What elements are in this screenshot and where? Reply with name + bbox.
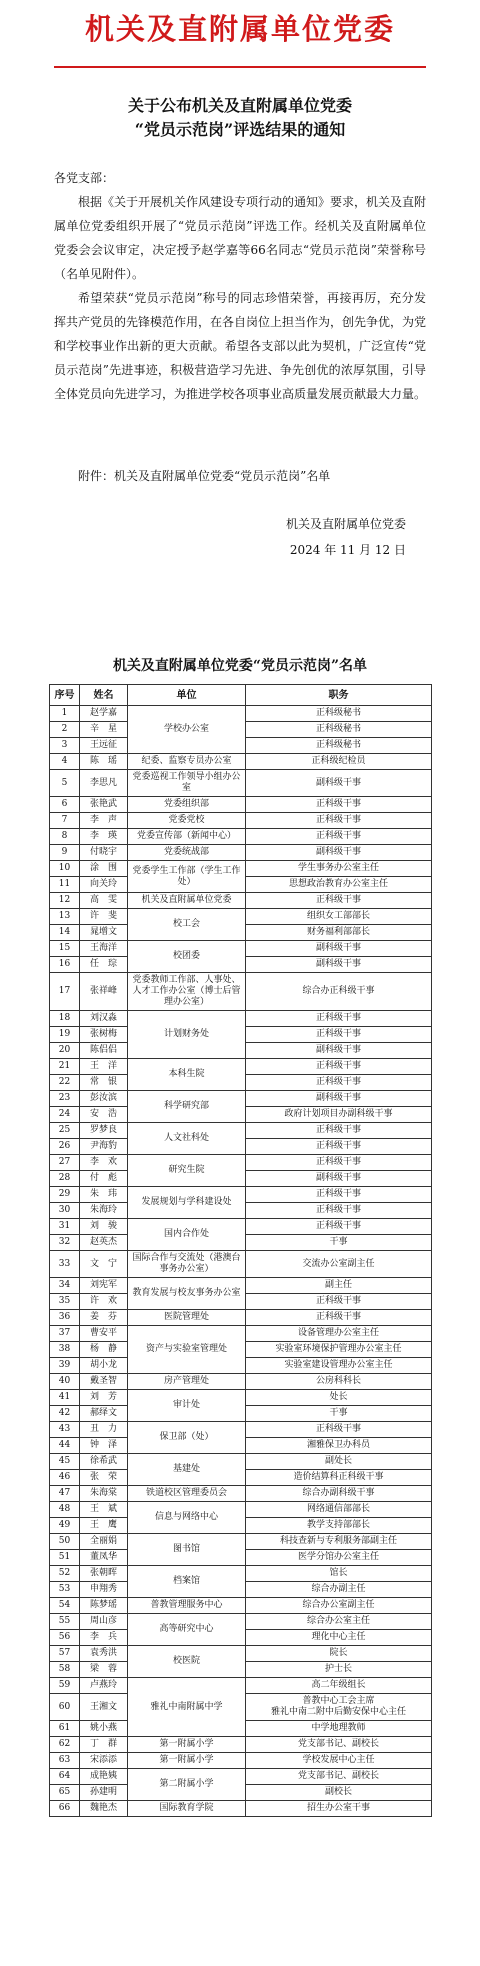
row-number: 47 [50,1486,80,1502]
row-number: 46 [50,1470,80,1486]
unit-name: 第一附属小学 [128,1737,246,1753]
unit-name: 党委宣传部（新闻中心） [128,829,246,845]
signature-date: 2024 年 11 月 12 日 [289,543,406,557]
person-name: 付 彪 [80,1171,128,1187]
row-number: 26 [50,1139,80,1155]
unit-name: 党委教师工作部、人事处、人才工作办公室（博士后管理办公室） [128,973,246,1011]
unit-name: 本科生院 [128,1059,246,1091]
person-name: 刘汉淼 [80,1011,128,1027]
position-title: 正科级干事 [246,893,432,909]
position-title: 馆长 [246,1566,432,1582]
person-name: 姚小燕 [80,1721,128,1737]
person-name: 彭汝滨 [80,1091,128,1107]
table-row [50,1326,432,1342]
person-name: 戴圣智 [80,1374,128,1390]
body-paragraph-1: 根据《关于开展机关作风建设专项行动的通知》要求，机关及直附属单位党委组织开展了“党员示范岗”评选工作。经机关及直附属单位党委会会议审定，决定授予赵学嘉等66名同志“党员示范岗”荣誉称号（名单见附件）。 [54,195,427,281]
row-number: 55 [50,1614,80,1630]
unit-name: 普教管理服务中心 [128,1598,246,1614]
unit-name: 党委巡视工作领导小组办公室 [128,770,246,797]
position-title: 湘雅保卫办科员 [246,1438,432,1454]
person-name: 郝绎文 [80,1406,128,1422]
row-number: 28 [50,1171,80,1187]
row-number: 51 [50,1550,80,1566]
person-name: 梁 蓉 [80,1662,128,1678]
unit-name: 国内合作处 [128,1219,246,1251]
row-number: 41 [50,1390,80,1406]
table-row [50,1454,432,1470]
person-name: 孙建明 [80,1785,128,1801]
position-title: 医学分馆办公室主任 [246,1550,432,1566]
person-name: 陈侣侣 [80,1043,128,1059]
table-row [50,1219,432,1235]
table-row [50,909,432,925]
row-number: 2 [50,722,80,738]
row-number: 40 [50,1374,80,1390]
unit-name: 雅礼中南附属中学 [128,1678,246,1737]
table-header-row [50,685,432,706]
position-title: 正科级干事 [246,1310,432,1326]
person-name: 姜 芬 [80,1310,128,1326]
unit-name: 图书馆 [128,1534,246,1566]
position-title: 综合办副主任 [246,1582,432,1598]
position-title: 正科级干事 [246,813,432,829]
table-row [50,1502,432,1518]
table-row [50,1566,432,1582]
person-name: 王远征 [80,738,128,754]
position-title: 学生事务办公室主任 [246,861,432,877]
row-number: 42 [50,1406,80,1422]
person-name: 付晓宇 [80,845,128,861]
row-number: 35 [50,1294,80,1310]
position-title: 正科级干事 [246,1011,432,1027]
person-name: 常 银 [80,1075,128,1091]
row-number: 66 [50,1801,80,1817]
unit-name: 党委学生工作部（学生工作处） [128,861,246,893]
notice-title-line1: 关于公布机关及直附属单位党委 [127,96,352,115]
position-title: 副科级干事 [246,957,432,973]
position-title: 副科级干事 [246,941,432,957]
position-title: 思想政治教育办公室主任 [246,877,432,893]
table-row [50,941,432,957]
position-title: 正科级干事 [246,1187,432,1203]
row-number: 7 [50,813,80,829]
row-number: 38 [50,1342,80,1358]
person-name: 魏艳杰 [80,1801,128,1817]
row-number: 9 [50,845,80,861]
table-row [50,1251,432,1278]
person-name: 高 雯 [80,893,128,909]
person-name: 朱海玲 [80,1203,128,1219]
person-name: 王湘文 [80,1694,128,1721]
position-title: 正科级干事 [246,1422,432,1438]
unit-name: 国际合作与交流处（港澳台事务办公室） [128,1251,246,1278]
row-number: 29 [50,1187,80,1203]
row-number: 57 [50,1646,80,1662]
position-title: 综合办正科级干事 [246,973,432,1011]
position-title: 院长 [246,1646,432,1662]
position-title: 教学支持部部长 [246,1518,432,1534]
row-number: 36 [50,1310,80,1326]
row-number: 21 [50,1059,80,1075]
person-name: 安 浩 [80,1107,128,1123]
position-title: 正科级干事 [246,797,432,813]
person-name: 丑 力 [80,1422,128,1438]
position-title: 正科级秘书 [246,738,432,754]
row-number: 52 [50,1566,80,1582]
position-title: 正科级干事 [246,1123,432,1139]
position-title: 干事 [246,1235,432,1251]
position-title: 副科级干事 [246,1171,432,1187]
row-number: 13 [50,909,80,925]
red-rule [54,66,426,68]
unit-name: 教育发展与校友事务办公室 [128,1278,246,1310]
unit-name: 党委党校 [128,813,246,829]
person-name: 曹安平 [80,1326,128,1342]
row-number: 4 [50,754,80,770]
position-title: 政府计划项目办副科级干事 [246,1107,432,1123]
row-number: 30 [50,1203,80,1219]
unit-name: 档案馆 [128,1566,246,1598]
row-number: 5 [50,770,80,797]
position-title: 交流办公室副主任 [246,1251,432,1278]
table-row [50,1059,432,1075]
row-number: 18 [50,1011,80,1027]
row-number: 62 [50,1737,80,1753]
person-name: 赵英杰 [80,1235,128,1251]
position-title: 实验室建设管理办公室主任 [246,1358,432,1374]
position-title: 护士长 [246,1662,432,1678]
row-number: 44 [50,1438,80,1454]
table-row [50,845,432,861]
row-number: 22 [50,1075,80,1091]
unit-name: 学校办公室 [128,706,246,754]
position-title: 党支部书记、副校长 [246,1737,432,1753]
table-row [50,1390,432,1406]
person-name: 涂 围 [80,861,128,877]
position-title: 组织女工部部长 [246,909,432,925]
position-title: 公房科科长 [246,1374,432,1390]
table-row [50,1374,432,1390]
unit-name: 机关及直附属单位党委 [128,893,246,909]
person-name: 袁秀洪 [80,1646,128,1662]
table-row [50,1155,432,1171]
table-row [50,1614,432,1630]
position-title: 副校长 [246,1785,432,1801]
person-name: 尹海豹 [80,1139,128,1155]
row-number: 53 [50,1582,80,1598]
table-row [50,1123,432,1139]
person-name: 李 兵 [80,1630,128,1646]
table-row [50,1534,432,1550]
position-title: 理化中心主任 [246,1630,432,1646]
row-number: 49 [50,1518,80,1534]
position-title: 正科级干事 [246,1203,432,1219]
person-name: 李 瑛 [80,829,128,845]
table-row [50,1278,432,1294]
unit-name: 研究生院 [128,1155,246,1187]
person-name: 卢燕玲 [80,1678,128,1694]
table-row [50,1011,432,1027]
position-title: 正科级干事 [246,1294,432,1310]
table-row [50,829,432,845]
col-header-name: 姓名 [80,685,128,706]
position-title: 正科级干事 [246,1027,432,1043]
row-number: 8 [50,829,80,845]
row-number: 24 [50,1107,80,1123]
unit-name: 党委统战部 [128,845,246,861]
person-name: 周山彦 [80,1614,128,1630]
unit-name: 资产与实验室管理处 [128,1326,246,1374]
unit-name: 计划财务处 [128,1011,246,1059]
table-row [50,1310,432,1326]
row-number: 33 [50,1251,80,1278]
unit-name: 发展规划与学科建设处 [128,1187,246,1219]
position-title: 正科级秘书 [246,722,432,738]
person-name: 胡小龙 [80,1358,128,1374]
row-number: 54 [50,1598,80,1614]
position-title: 造价结算科正科级干事 [246,1470,432,1486]
person-name: 王 鹰 [80,1518,128,1534]
person-name: 朱 玮 [80,1187,128,1203]
person-name: 成艳姨 [80,1769,128,1785]
unit-name: 校团委 [128,941,246,973]
row-number: 11 [50,877,80,893]
unit-name: 保卫部（处） [128,1422,246,1454]
person-name: 张朝晖 [80,1566,128,1582]
table-row [50,797,432,813]
position-title: 学校发展中心主任 [246,1753,432,1769]
unit-name: 房产管理处 [128,1374,246,1390]
person-name: 张 荣 [80,1470,128,1486]
table-row [50,1737,432,1753]
row-number: 16 [50,957,80,973]
row-number: 34 [50,1278,80,1294]
person-name: 李 欢 [80,1155,128,1171]
signature-organization: 机关及直附属单位党委 [285,517,406,531]
position-title: 综合办副科级干事 [246,1486,432,1502]
position-title: 党支部书记、副校长 [246,1769,432,1785]
position-title: 正科级干事 [246,1059,432,1075]
position-title: 中学地理教师 [246,1721,432,1737]
attachment-line: 附件：机关及直附属单位党委“党员示范岗”名单 [78,469,331,483]
table-row [50,1769,432,1785]
table-row [50,1753,432,1769]
row-number: 63 [50,1753,80,1769]
person-name: 董凤华 [80,1550,128,1566]
person-name: 刘 骏 [80,1219,128,1235]
person-name: 向关玲 [80,877,128,893]
person-name: 钟 泽 [80,1438,128,1454]
position-title: 处长 [246,1390,432,1406]
table-body [50,706,432,1817]
person-name: 徐希武 [80,1454,128,1470]
row-number: 64 [50,1769,80,1785]
document-header [0,0,480,64]
person-name: 王 洋 [80,1059,128,1075]
table-row [50,754,432,770]
honoree-table [49,684,432,1817]
unit-name: 基建处 [128,1454,246,1486]
person-name: 王海洋 [80,941,128,957]
person-name: 刘宪军 [80,1278,128,1294]
row-number: 3 [50,738,80,754]
person-name: 陈梦瑶 [80,1598,128,1614]
position-title: 副科级干事 [246,845,432,861]
unit-name: 党委组织部 [128,797,246,813]
row-number: 48 [50,1502,80,1518]
body-paragraph-2: 希望荣获“党员示范岗”称号的同志珍惜荣誉，再接再厉，充分发挥共产党员的先锋模范作用，在各自岗位上担当作为，创先争优，为党和学校事业作出新的更大贡献。希望各支部以此为契机，广泛宣传“党员示范岗”先进事迹，积极营造学习先进、争先创优的浓厚氛围，引导全体党员向先进学习，为推进学校各项事业高质量发展贡献最大力量。 [54,291,427,401]
person-name: 许 斐 [80,909,128,925]
position-title: 正科级干事 [246,1075,432,1091]
table-row [50,1801,432,1817]
unit-name: 纪委、监察专员办公室 [128,754,246,770]
col-header-no: 序号 [50,685,80,706]
person-name: 张祥峰 [80,973,128,1011]
unit-name: 审计处 [128,1390,246,1422]
person-name: 全丽娟 [80,1534,128,1550]
position-title: 副科级干事 [246,770,432,797]
position-title: 综合办公室主任 [246,1614,432,1630]
person-name: 朱海棠 [80,1486,128,1502]
col-header-position: 职务 [246,685,432,706]
person-name: 赵学嘉 [80,706,128,722]
position-title: 副主任 [246,1278,432,1294]
unit-name: 第一附属小学 [128,1753,246,1769]
row-number: 45 [50,1454,80,1470]
person-name: 丁 群 [80,1737,128,1753]
notice-title-line2: “党员示范岗”评选结果的通知 [134,120,346,139]
row-number: 58 [50,1662,80,1678]
unit-name: 人文社科处 [128,1123,246,1155]
table-row [50,1646,432,1662]
position-title: 副科级干事 [246,1043,432,1059]
position-title: 正科级秘书 [246,706,432,722]
row-number: 27 [50,1155,80,1171]
person-name: 杨 静 [80,1342,128,1358]
position-title: 科技查新与专利服务部副主任 [246,1534,432,1550]
person-name: 陈 瑶 [80,754,128,770]
person-name: 宋添添 [80,1753,128,1769]
table-row [50,813,432,829]
person-name: 王 斌 [80,1502,128,1518]
issuer-title: 机关及直附属单位党委 [84,12,395,46]
position-title: 招生办公室干事 [246,1801,432,1817]
position-title: 正科级干事 [246,1139,432,1155]
table-row [50,770,432,797]
row-number: 56 [50,1630,80,1646]
position-title: 普教中心工会主席 雅礼中南二附中后勤安保中心主任 [246,1694,432,1721]
row-number: 65 [50,1785,80,1801]
row-number: 59 [50,1678,80,1694]
row-number: 15 [50,941,80,957]
row-number: 19 [50,1027,80,1043]
table-row [50,861,432,877]
table-row [50,973,432,1011]
person-name: 李 声 [80,813,128,829]
position-title: 设备管理办公室主任 [246,1326,432,1342]
person-name: 罗梦良 [80,1123,128,1139]
unit-name: 校工会 [128,909,246,941]
row-number: 39 [50,1358,80,1374]
unit-name: 第二附属小学 [128,1769,246,1801]
unit-name: 信息与网络中心 [128,1502,246,1534]
row-number: 32 [50,1235,80,1251]
position-title: 综合办公室副主任 [246,1598,432,1614]
table-row [50,1678,432,1694]
row-number: 37 [50,1326,80,1342]
person-name: 申翔秀 [80,1582,128,1598]
position-title: 副处长 [246,1454,432,1470]
position-title: 财务福利部部长 [246,925,432,941]
salutation: 各党支部： [54,171,115,185]
person-name: 许 欢 [80,1294,128,1310]
row-number: 17 [50,973,80,1011]
position-title: 实验室环境保护管理办公室主任 [246,1342,432,1358]
row-number: 20 [50,1043,80,1059]
unit-name: 国际教育学院 [128,1801,246,1817]
row-number: 12 [50,893,80,909]
position-title: 正科级干事 [246,829,432,845]
position-title: 副科级干事 [246,1091,432,1107]
unit-name: 科学研究部 [128,1091,246,1123]
unit-name: 校医院 [128,1646,246,1678]
table-row [50,706,432,722]
row-number: 31 [50,1219,80,1235]
row-number: 23 [50,1091,80,1107]
row-number: 14 [50,925,80,941]
table-row [50,1187,432,1203]
row-number: 6 [50,797,80,813]
person-name: 晁增文 [80,925,128,941]
col-header-unit: 单位 [128,685,246,706]
position-title: 干事 [246,1406,432,1422]
person-name: 李思凡 [80,770,128,797]
row-number: 25 [50,1123,80,1139]
table-row [50,1486,432,1502]
unit-name: 医院管理处 [128,1310,246,1326]
position-title: 网络通信部部长 [246,1502,432,1518]
row-number: 10 [50,861,80,877]
person-name: 张树梅 [80,1027,128,1043]
person-name: 张艳武 [80,797,128,813]
row-number: 43 [50,1422,80,1438]
unit-name: 铁道校区管理委员会 [128,1486,246,1502]
position-title: 正科级干事 [246,1155,432,1171]
position-title: 正科级干事 [246,1219,432,1235]
person-name: 辛 星 [80,722,128,738]
table-row [50,1091,432,1107]
row-number: 60 [50,1694,80,1721]
table-row [50,893,432,909]
row-number: 1 [50,706,80,722]
position-title: 正科级纪检员 [246,754,432,770]
unit-name: 高等研究中心 [128,1614,246,1646]
position-title: 高二年级组长 [246,1678,432,1694]
person-name: 刘 芳 [80,1390,128,1406]
row-number: 61 [50,1721,80,1737]
list-title: 机关及直附属单位党委“党员示范岗”名单 [112,658,368,674]
row-number: 50 [50,1534,80,1550]
table-row [50,1422,432,1438]
person-name: 任 琮 [80,957,128,973]
person-name: 文 宁 [80,1251,128,1278]
table-row [50,1598,432,1614]
